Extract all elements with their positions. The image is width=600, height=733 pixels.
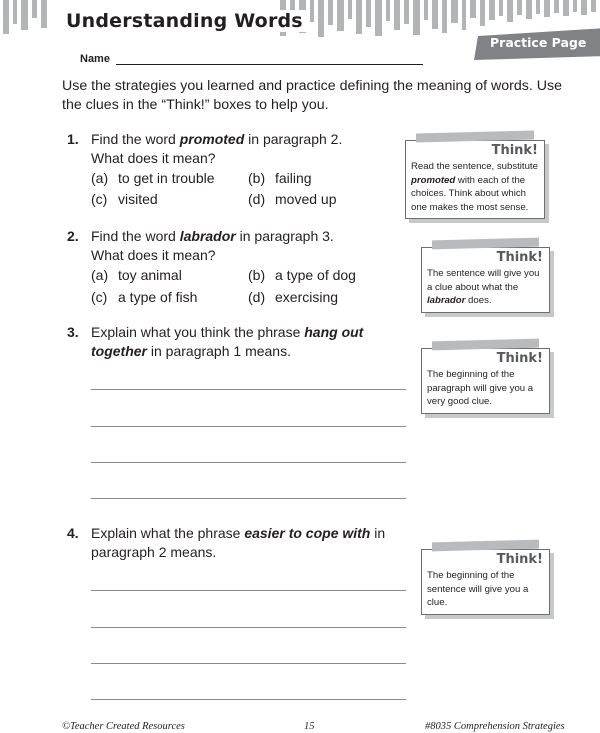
question-2-keyword: labrador <box>179 228 236 244</box>
question-4-answer-line-2[interactable] <box>91 627 406 628</box>
question-3-keyword-part-2: together <box>91 343 147 359</box>
think-box-text: Read the sentence, substitute promoted with each of the choices. Think about which one makes the most sense. <box>411 161 538 213</box>
question-1-option-b[interactable]: (b) failing <box>248 170 312 186</box>
name-label: Name <box>80 53 110 65</box>
page-title: Understanding Words <box>62 10 307 32</box>
question-4-number: 4. <box>67 525 79 541</box>
question-4-text: Explain what the phrase easier to cope with in paragraph 2 means. <box>91 525 386 560</box>
instructions: Use the strategies you learned and practice defining the meaning of words. Use the clues in the “Think!” boxes to help you. <box>62 78 563 113</box>
question-3-answer-line-2[interactable] <box>91 426 406 427</box>
think-box-text: The beginning of the sentence will give you a clue. <box>427 570 529 608</box>
think-box-2 <box>421 247 550 313</box>
practice-page-label: Practice Page <box>490 35 587 50</box>
question-1-option-c[interactable]: (c) visited <box>91 191 158 207</box>
name-field[interactable] <box>116 64 423 65</box>
think-box-4 <box>421 549 550 615</box>
question-2-option-b[interactable]: (b) a type of dog <box>248 267 356 283</box>
question-3-answer-line-4[interactable] <box>91 498 406 499</box>
footer-publisher: ©Teacher Created Resources <box>62 721 185 732</box>
think-box-heading: Think! <box>496 250 543 265</box>
question-3-number: 3. <box>67 324 79 340</box>
footer-page-number: 15 <box>304 721 315 732</box>
question-4-keyword: easier to cope with <box>244 525 371 541</box>
question-1-number: 1. <box>67 131 79 147</box>
question-1-option-d[interactable]: (d) moved up <box>248 191 337 207</box>
question-4-answer-line-3[interactable] <box>91 663 406 664</box>
question-1-option-a[interactable]: (a) to get in trouble <box>91 170 215 186</box>
think-box-1 <box>405 140 545 219</box>
question-2-option-d[interactable]: (d) exercising <box>248 289 339 305</box>
think-box-text: The beginning of the paragraph will give you a very good clue. <box>427 369 534 407</box>
question-2-option-c[interactable]: (c) a type of fish <box>91 289 198 305</box>
footer-book-title: #8035 Comprehension Strategies <box>425 721 565 732</box>
question-1-keyword: promoted <box>179 131 245 147</box>
question-2-text: Find the word labrador in paragraph 3. What does it mean? <box>91 228 334 263</box>
think-box-text: The sentence will give you a clue about what the labrador does. <box>427 268 540 306</box>
question-1-text: Find the word promoted in paragraph 2. What does it mean? <box>91 131 343 166</box>
question-2-number: 2. <box>67 228 79 244</box>
question-3-text: Explain what you think the phrase hang out together in paragraph 1 means. <box>91 324 364 359</box>
think-box-3 <box>421 348 550 414</box>
question-3-keyword-part-1: hang out <box>304 324 364 340</box>
question-3-answer-line-3[interactable] <box>91 462 406 463</box>
think-box-heading: Think! <box>491 143 538 158</box>
question-3-answer-line-1[interactable] <box>91 389 406 390</box>
question-4-answer-line-4[interactable] <box>91 699 406 700</box>
question-2-option-a[interactable]: (a) toy animal <box>91 267 182 283</box>
think-box-heading: Think! <box>496 552 543 567</box>
think-box-heading: Think! <box>496 351 543 366</box>
question-4-answer-line-1[interactable] <box>91 590 406 591</box>
